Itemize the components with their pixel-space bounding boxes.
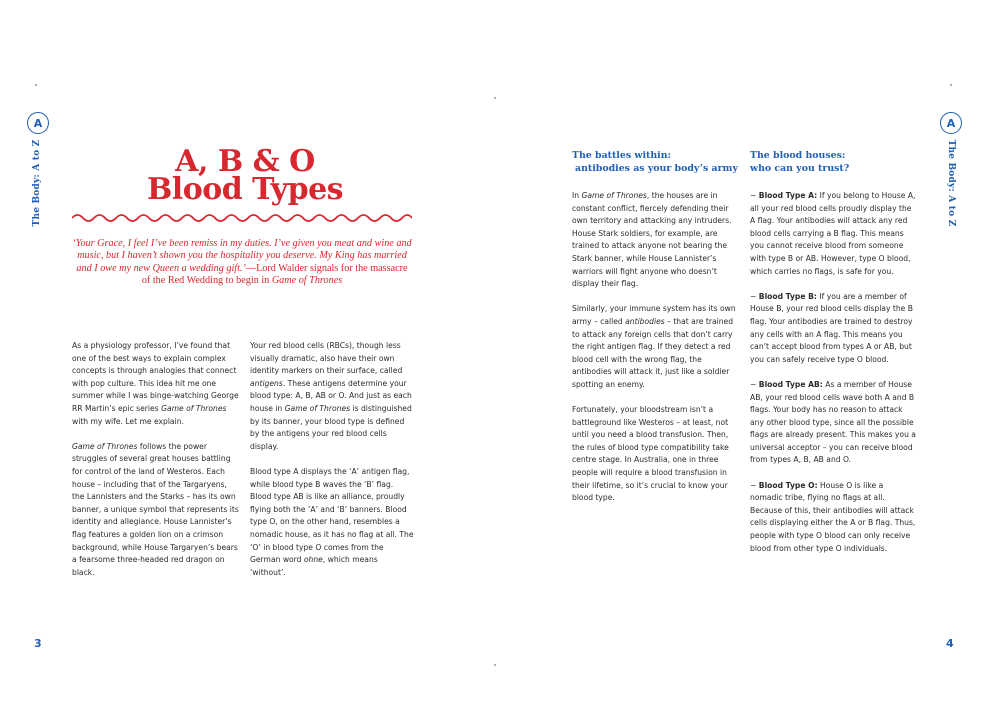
col3-heading bbox=[572, 150, 742, 175]
right-side-label: The Body: A to Z bbox=[946, 139, 956, 227]
quote-attribution: —Lord Walder signals for the massacre of the Red Wedding to begin in bbox=[141, 262, 408, 287]
page-dot-top bbox=[494, 97, 496, 99]
col3-paragraph-3: Fortunately, your bloodstream isn’t a battleground like Westeros – at least, not until you need a blood transfusion. Then, the rules of blood type compatibility take centre stage. In Australia, one in three people will require a blood transfusion in their lifetime, so it’s crucial to know your blood type. bbox=[572, 405, 729, 503]
blood-type-a: ~ Blood Type A: If you belong to House A, all your red blood cells proudly display the A flag. Your antibodies will attack any red blood cells carrying a B flag. This means you cannot receive blood from someone with type B or AB. However, type O blood, which carries no flags, is safe for you. bbox=[750, 191, 916, 276]
page-title-line1: A, B & O bbox=[175, 144, 315, 179]
left-tab-letter: A bbox=[27, 112, 49, 134]
left-column-1 bbox=[72, 340, 240, 579]
right-tab-letter: A bbox=[940, 112, 962, 134]
col2-paragraph-1: Your red blood cells (RBCs), though less visually dramatic, also have their own identity markers on their surface, called antigens. These antigens determine your blood type: A, B, AB or O. And just as each house in Game of Thrones is distinguished by its banner, your blood type is defined by the antigens your red blood cells display. bbox=[250, 341, 412, 451]
col4-heading bbox=[750, 150, 920, 175]
wavy-divider-line bbox=[72, 215, 412, 221]
quote-source-title: Game of Thrones bbox=[271, 275, 343, 287]
blood-type-b: ~ Blood Type B: If you are a member of House B, your red blood cells display the B flag. Your antibodies are trained to destroy any cells with an A flag. This means you can’t accept blood from types A or AB, but you can safely receive type O blood. bbox=[750, 291, 913, 364]
epigraph-quote bbox=[72, 238, 412, 288]
col1-paragraph-2: Game of Thrones follows the power struggles of several great houses battling for control of the land of Westeros. Each house – including that of the Targaryens, the Lannisters and the Starks – has its own banner, a unique symbol that represents its identity and allegiance. House Lannister’s flag features a golden lion on a crimson background, while House Targaryen’s bears a fearsome three-headed red dragon on black. bbox=[72, 441, 239, 577]
blood-type-o: ~ Blood Type O: House O is like a nomadic tribe, flying no flags at all. Because of this, their antibodies will attack cells displaying either the A or B flag. Thus, people with type O blood can only receive blood from other type O individuals. bbox=[750, 480, 916, 553]
wavy-divider bbox=[72, 211, 412, 225]
col3-paragraph-1: In Game of Thrones, the houses are in constant conflict, fiercely defending their own territory and attacking any intruders. House Stark soldiers, for example, are trained to attack anyone not bearing the Stark banner, while House Lannister’s warriors will fight anyone who doesn’t display their flag. bbox=[572, 191, 732, 289]
left-column-2 bbox=[250, 340, 414, 579]
page-dot-left bbox=[35, 84, 37, 86]
right-column-3 bbox=[572, 190, 740, 505]
col3-heading-line1: The battles within: bbox=[572, 150, 671, 161]
col2-paragraph-2: Blood type A displays the ‘A’ antigen flag, while blood type B waves the ‘B’ flag. Blood type AB is like an alliance, proudly flying both the ‘A’ and ‘B’ banners. Blood type O, on the other hand, resembles a nomadic house, as it has no flag at all. The ‘O’ in blood type O comes from the German word ohne, which means ‘without’. bbox=[250, 466, 414, 577]
left-page-number: 3 bbox=[34, 637, 42, 650]
blood-type-ab: ~ Blood Type AB: As a member of House AB, your red blood cells wave both A and B flags. Your body has no reason to attack any other blood type, since all the possible flags are already present. This makes you a universal acceptor – you can receive blood from types A, B, AB and O. bbox=[750, 379, 916, 465]
col4-heading-line2: who can you trust? bbox=[750, 162, 850, 174]
right-column-4 bbox=[750, 190, 916, 555]
page-title-line2: Blood Types bbox=[146, 172, 344, 207]
col1-paragraph-1: As a physiology professor, I’ve found that one of the best ways to explain complex concepts is through analogies that connect with pop culture. This idea hit me one summer while I was binge-watching George RR Martin’s epic series Game of Thrones with my wife. Let me explain. bbox=[72, 341, 239, 426]
col3-paragraph-2: Similarly, your immune system has its own army – called antibodies – that are trained to attack any foreign cells that don’t carry the right antigen flag. If they detect a red blood cell with the wrong flag, the antibodies will attack it, just like a soldier spotting an enemy. bbox=[572, 304, 736, 389]
right-page-number: 4 bbox=[946, 637, 954, 650]
quote-text: ‘Your Grace, I feel I’ve been remiss in my duties. I’ve given you meat and wine and music, but I haven’t shown you the hospitality you deserve. My King has married and I owe my new Queen a wedding gift.’ bbox=[72, 238, 412, 274]
page-dot-right bbox=[950, 84, 952, 86]
col4-heading-line1: The blood houses: bbox=[750, 150, 846, 161]
page-dot-bottom bbox=[494, 664, 496, 666]
col3-heading-line2: antibodies as your body’s army bbox=[575, 162, 738, 174]
title-block bbox=[100, 144, 390, 207]
left-side-label: The Body: A to Z bbox=[32, 139, 42, 227]
